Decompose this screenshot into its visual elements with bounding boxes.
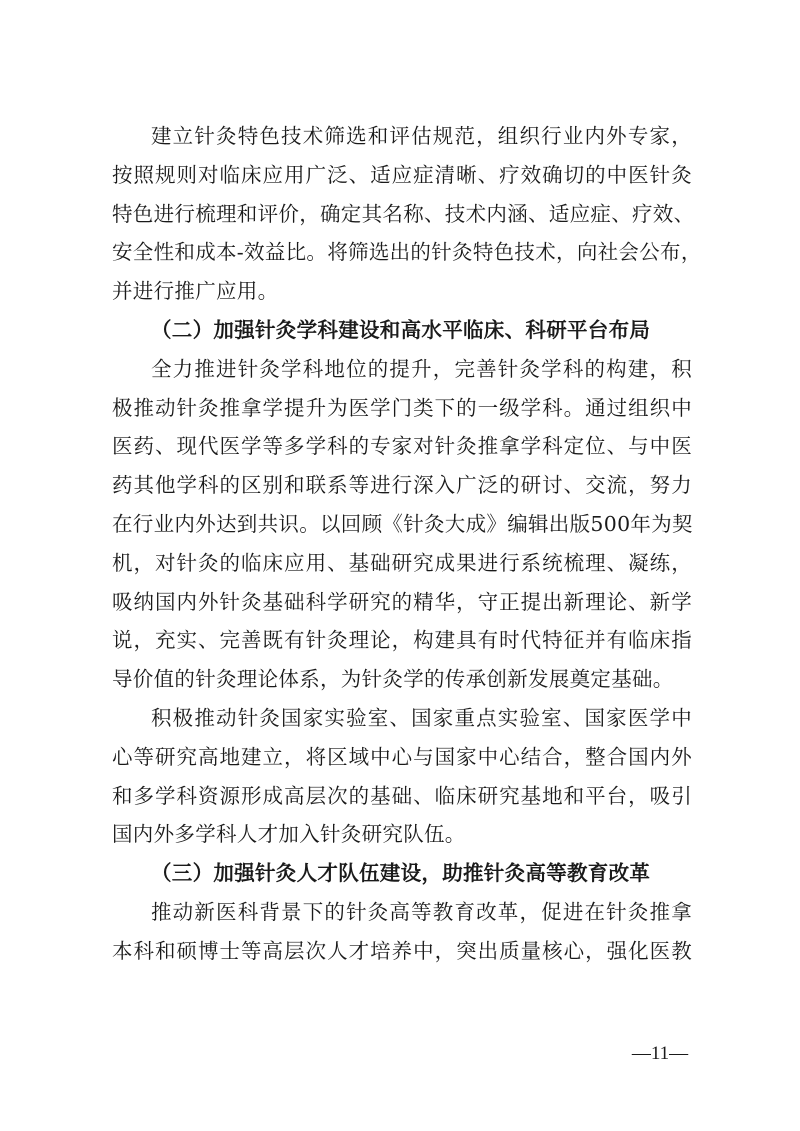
page-number: —11— [631,1043,689,1064]
paragraph-line: 医药、现代医学等多学科的专家对针灸推拿学科定位、与中医 [112,434,692,459]
section-heading: （二）加强针灸学科建设和高水平临床、科研平台布局 [151,317,651,342]
paragraph-line: 国内外多学科人才加入针灸研究队伍。 [112,822,466,847]
paragraph-line: 并进行推广应用。 [112,279,279,304]
paragraph-line: 建立针灸特色技术筛选和评估规范，组织行业内外专家， [151,124,692,148]
paragraph-line: 和多学科资源形成高层次的基础、临床研究基地和平台，吸引 [112,783,692,808]
paragraph-line: 特色进行梳理和评价，确定其名称、技术内涵、适应症、疗效、 [112,201,695,226]
paragraph-line: 心等研究高地建立，将区域中心与国家中心结合，整合国内外 [112,744,692,769]
paragraph-line: 积极推动针灸国家实验室、国家重点实验室、国家医学中 [151,705,692,730]
body-text [112,117,702,971]
paragraph-line: 在行业内外达到共识。以回顾《针灸大成》编辑出版500年为契 [112,511,693,536]
paragraph-line: 安全性和成本-效益比。将筛选出的针灸特色技术，向社会公布， [112,240,702,265]
paragraph-line: 按照规则对临床应用广泛、适应症清晰、疗效确切的中医针灸 [112,162,692,187]
section-heading: （三）加强针灸人才队伍建设，助推针灸高等教育改革 [151,861,651,886]
paragraph-line: 吸纳国内外针灸基础科学研究的精华，守正提出新理论、新学 [112,589,692,614]
paragraph-line: 本科和硕博士等高层次人才培养中，突出质量核心，强化医教 [112,938,692,963]
paragraph-line: 导价值的针灸理论体系，为针灸学的传承创新发展奠定基础。 [112,667,674,692]
paragraph-line: 说，充实、完善既有针灸理论，构建具有时代特征并有临床指 [112,628,692,653]
paragraph-line: 药其他学科的区别和联系等进行深入广泛的研讨、交流，努力 [112,473,692,498]
paragraph-line: 全力推进针灸学科地位的提升，完善针灸学科的构建，积 [151,356,692,381]
paragraph-line: 推动新医科背景下的针灸高等教育改革，促进在针灸推拿 [151,899,692,924]
paragraph-line: 极推动针灸推拿学提升为医学门类下的一级学科。通过组织中 [112,395,692,420]
paragraph-line: 机，对针灸的临床应用、基础研究成果进行系统梳理、凝练， [112,550,692,575]
